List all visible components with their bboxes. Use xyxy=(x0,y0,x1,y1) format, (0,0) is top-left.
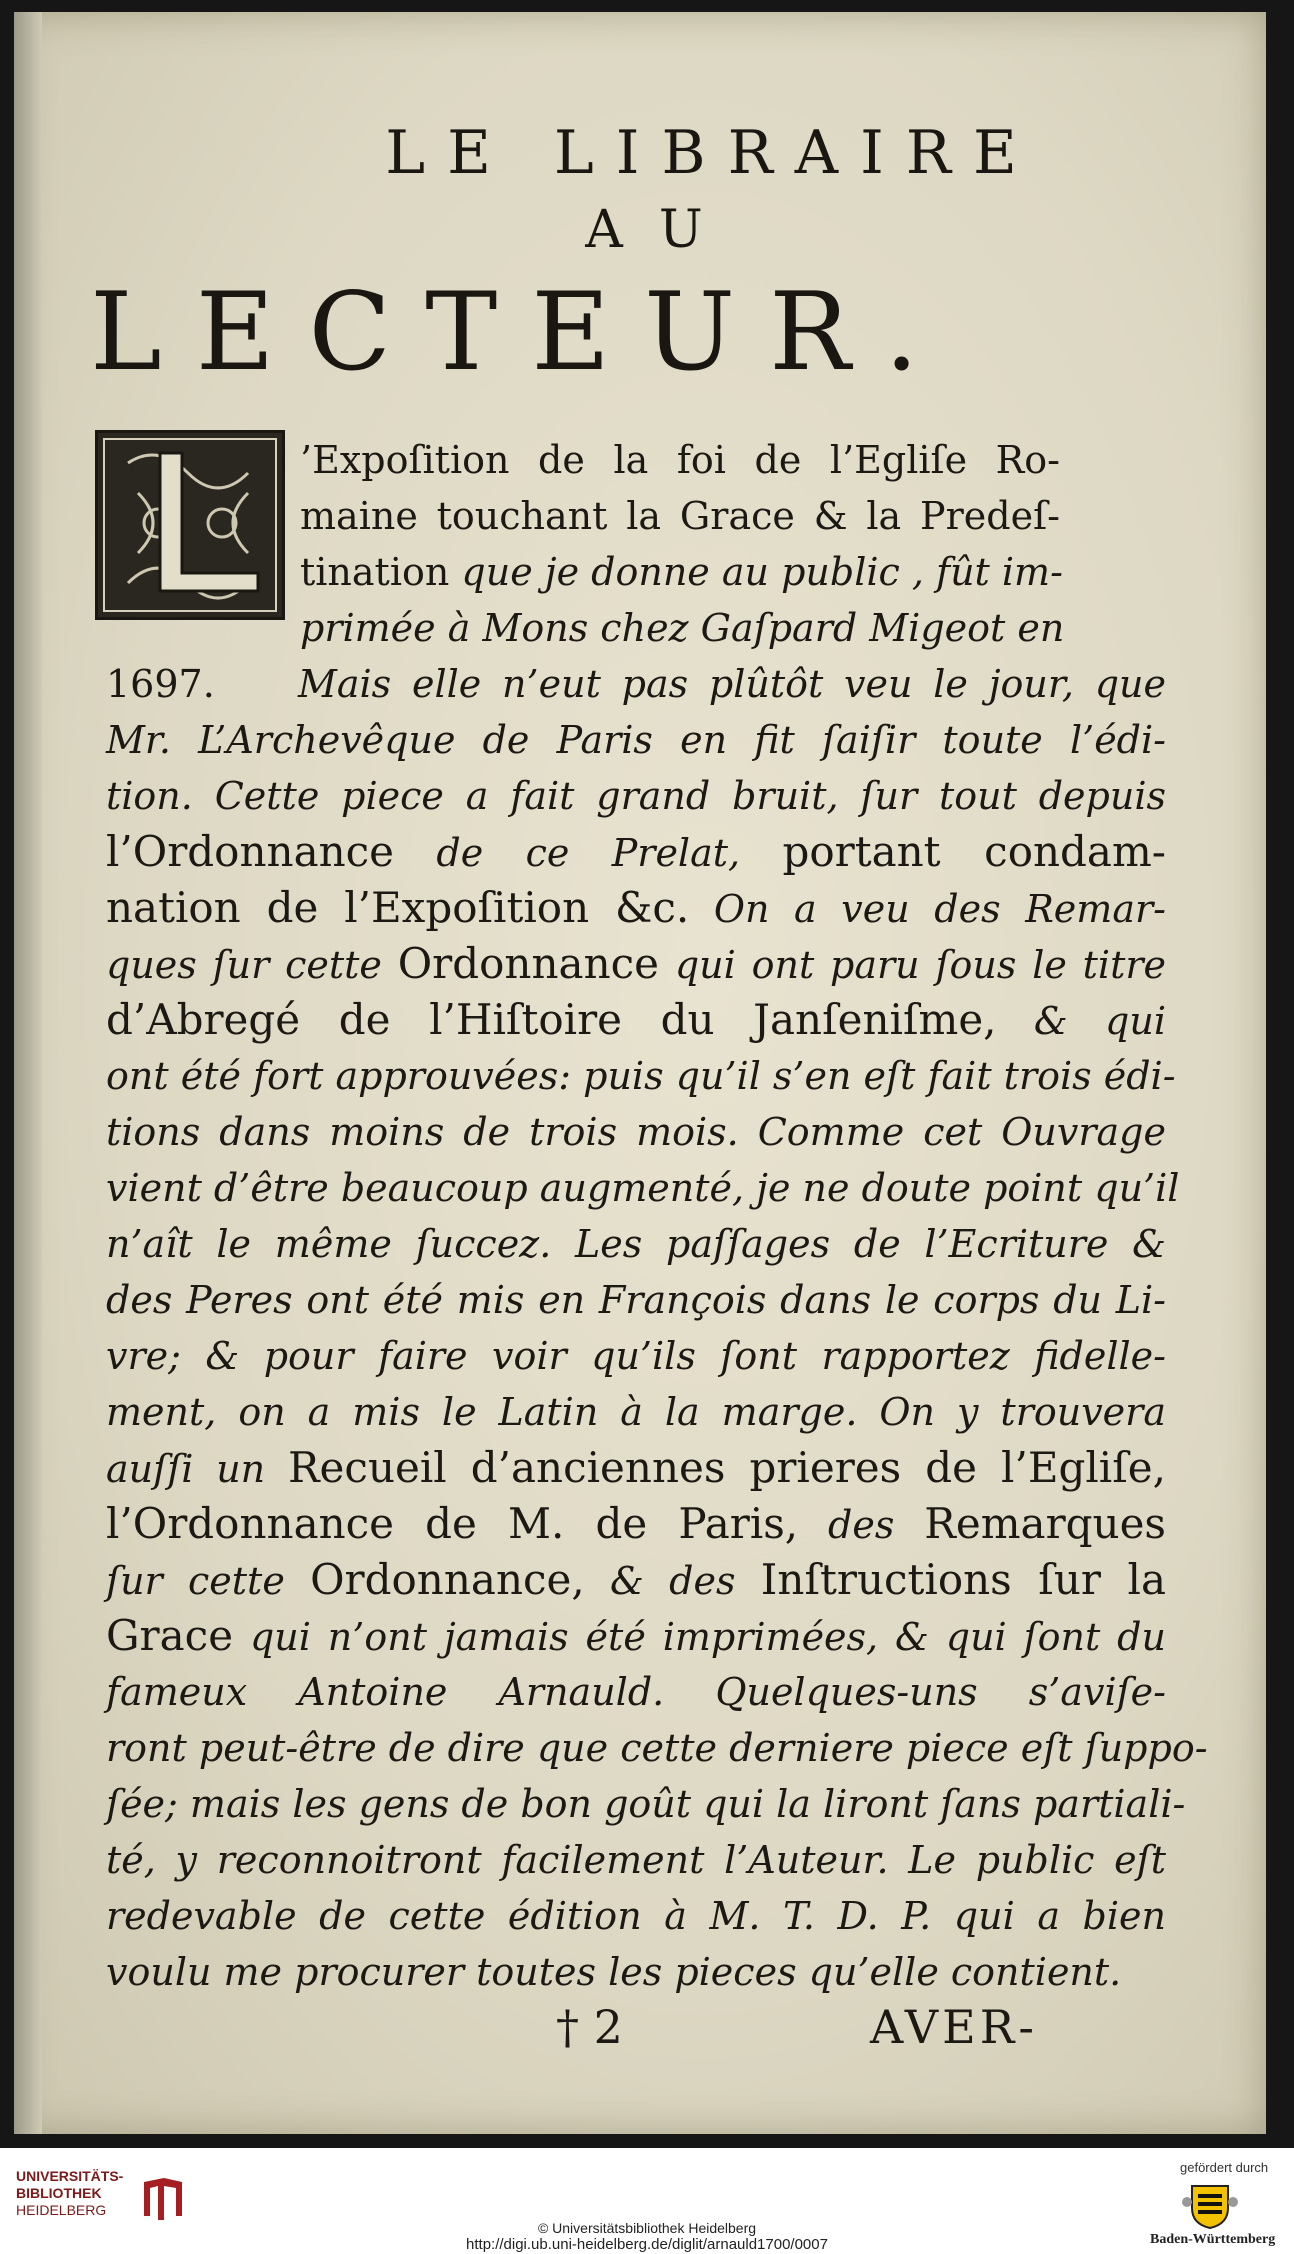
text-line: Grace qui n’ont jamais été imprimées, & qui ſont du xyxy=(106,1611,1166,1660)
text-line: tions dans moins de trois mois. Comme cet Ouvrage xyxy=(106,1110,1166,1154)
heading-lecteur: LECTEUR. xyxy=(90,270,953,395)
text-line: Mr. L’Archevêque de Paris en fit ſaiſir toute l’édi- xyxy=(106,718,1166,762)
text-line: ſur cette Ordonnance, & des Inſtructions ſur la xyxy=(106,1555,1166,1604)
library-name-line: HEIDELBERG xyxy=(16,2202,107,2218)
text-line: ques ſur cette Ordonnance qui ont paru ſous le titre xyxy=(106,939,1166,988)
heading-le-libraire: LE LIBRAIRE xyxy=(385,118,1039,188)
funder-label: Baden-Württemberg xyxy=(1150,2232,1276,2247)
text-line: té, y reconnoitront facilement l’Auteur. Le public eſt xyxy=(106,1838,1166,1882)
text-line: n’aît le même ſuccez. Les paſſages de l’Ecriture & xyxy=(106,1222,1166,1266)
text-line: primée à Mons chez Gaſpard Migeot en xyxy=(300,606,1065,650)
catchword: AVER- xyxy=(870,2000,1038,2054)
library-logo-text[interactable] xyxy=(16,2168,123,2219)
text-line: vient d’être beaucoup augmenté, je ne doute point qu’il xyxy=(106,1166,1180,1210)
text-line: l’Ordonnance de ce Prelat, portant condam- xyxy=(106,827,1166,876)
text-line: l’Ordonnance de M. de Paris, des Remarques xyxy=(106,1499,1166,1548)
signature-mark: † 2 xyxy=(556,2000,623,2054)
text-line: ’Expoſition de la foi de l’Egliſe Ro- xyxy=(300,438,1060,482)
text-line: redevable de cette édition à M. T. D. P. qui a bien xyxy=(106,1894,1166,1938)
text-line: ont été fort approuvées: puis qu’il s’en eſt fait trois édi- xyxy=(106,1054,1176,1098)
text-line: d’Abregé de l’Hiſtoire du Janſeniſme, & qui xyxy=(106,995,1166,1044)
funded-by-label: gefördert durch xyxy=(1180,2160,1269,2175)
text-line: 1697. Mais elle n’eut pas plûtôt veu le jour, que xyxy=(106,662,1166,706)
permalink-url[interactable]: http://digi.ub.uni-heidelberg.de/diglit/arnauld1700/0007 xyxy=(466,2236,828,2253)
library-name-line: BIBLIOTHEK xyxy=(16,2185,102,2201)
text-line: ment, on a mis le Latin à la marge. On y trouvera xyxy=(106,1390,1166,1434)
text-line: des Peres ont été mis en François dans le corps du Li- xyxy=(106,1278,1166,1322)
library-logo-icon xyxy=(140,2176,186,2222)
initial-ornament-icon xyxy=(98,433,282,617)
text-line: maine touchant la Grace & la Predeſ- xyxy=(300,494,1060,538)
library-name-line: UNIVERSITÄTS- xyxy=(16,2168,124,2184)
text-line: ſée; mais les gens de bon goût qui la liront ſans partiali- xyxy=(106,1782,1186,1826)
text-line: nation de l’Expoſition &c. On a veu des Remar- xyxy=(106,883,1166,932)
ornamental-initial-l xyxy=(95,430,285,620)
text-line: tion. Cette piece a fait grand bruit, ſur tout depuis xyxy=(106,774,1166,818)
heading-au: AU xyxy=(585,200,739,260)
text-line: voulu me procurer toutes les pieces qu’elle contient. xyxy=(106,1950,1122,1994)
text-line: ront peut-être de dire que cette derniere piece eſt ſuppo- xyxy=(106,1726,1208,1770)
text-line: tination que je donne au public , fût im- xyxy=(300,550,1063,594)
text-line: fameux Antoine Arnauld. Quelques-uns s’aviſe- xyxy=(106,1670,1166,1714)
page-gutter xyxy=(14,12,42,2134)
text-line: vre; & pour faire voir qu’ils ſont rapportez fidelle- xyxy=(106,1334,1166,1378)
state-crest-icon xyxy=(1182,2178,1238,2230)
text-line: auſſi un Recueil d’anciennes prieres de l’Egliſe, xyxy=(106,1443,1166,1492)
copyright-notice: © Universitätsbibliothek Heidelberg xyxy=(537,2220,757,2236)
